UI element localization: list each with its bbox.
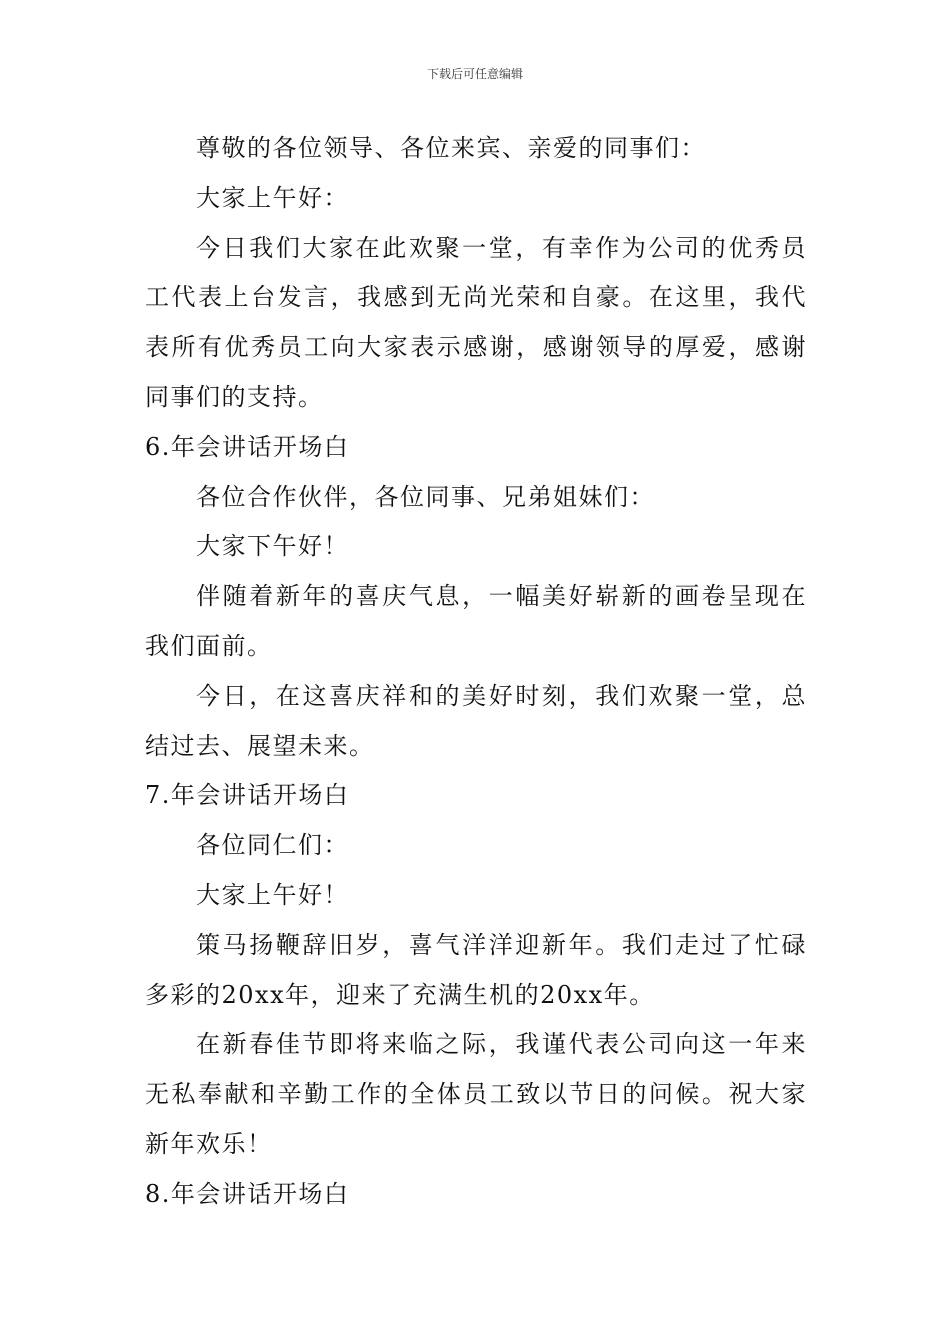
body-paragraph: 伴随着新年的喜庆气息，一幅美好崭新的画卷呈现在我们面前。 xyxy=(145,582,807,660)
body-paragraph: 在新春佳节即将来临之际，我谨代表公司向这一年来无私奉献和辛勤工作的全体员工致以节日的问候。祝大家新年欢乐！ xyxy=(145,1030,807,1158)
greeting: 大家下午好！ xyxy=(196,532,349,561)
salutation: 各位同仁们： xyxy=(196,831,349,860)
salutation: 各位合作伙伴，各位同事、兄弟姐妹们： xyxy=(196,482,655,511)
salutation: 尊敬的各位领导、各位来宾、亲爱的同事们： xyxy=(196,134,706,162)
greeting: 大家上午好： xyxy=(196,183,349,212)
document-body xyxy=(145,124,807,1220)
page-header: 下载后可任意编辑 xyxy=(426,67,523,81)
body-paragraph: 今日我们大家在此欢聚一堂，有幸作为公司的优秀员工代表上台发言，我感到无尚光荣和自豪。在这里，我代表所有优秀员工向大家表示感谢，感谢领导的厚爱，感谢同事们的支持。 xyxy=(145,233,807,411)
section-heading-6: 6.年会讲话开场白 xyxy=(145,432,350,461)
greeting: 大家上午好！ xyxy=(196,880,349,909)
body-paragraph: 今日，在这喜庆祥和的美好时刻，我们欢聚一堂，总结过去、展望未来。 xyxy=(145,681,807,760)
section-heading-8: 8.年会讲话开场白 xyxy=(145,1179,350,1208)
body-paragraph: 策马扬鞭辞旧岁，喜气洋洋迎新年。我们走过了忙碌多彩的20xx年，迎来了充满生机的20xx年。 xyxy=(145,930,807,1009)
section-heading-7: 7.年会讲话开场白 xyxy=(145,781,350,810)
